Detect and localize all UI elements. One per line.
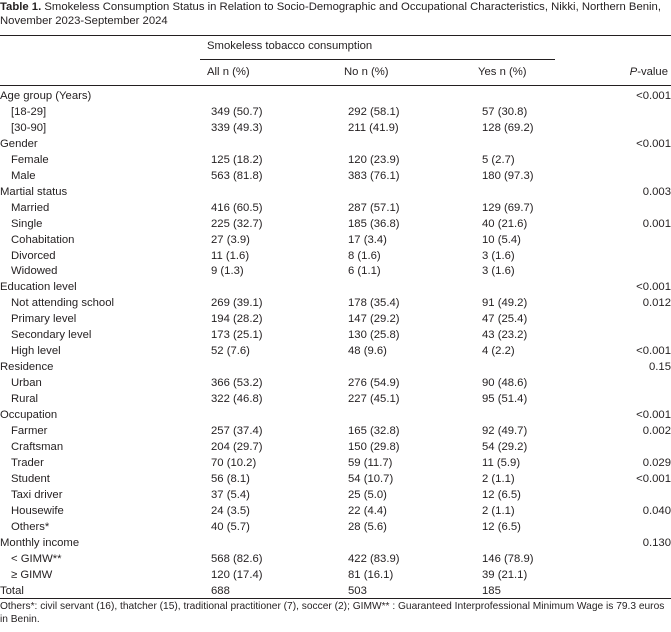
row-label: Trader: [11, 456, 44, 469]
cell-no: 8 (1.6): [348, 249, 381, 262]
cell-all: 568 (82.6): [211, 552, 263, 565]
table-row-subcategory: [0, 424, 671, 440]
cell-all: [211, 89, 348, 105]
row-label: [30-90]: [11, 121, 47, 134]
cell-yes: 5 (2.7): [482, 153, 515, 166]
cell-all: 257 (37.4): [211, 425, 263, 438]
cell-pvalue: [570, 568, 671, 584]
table-caption-label: Table 1.: [0, 1, 42, 13]
col-header-no: No n (%): [344, 66, 389, 78]
cell-pvalue: [570, 201, 671, 217]
cell-yes: [482, 137, 570, 153]
table-row-category: [0, 408, 671, 424]
cell-all: 120 (17.4): [211, 568, 263, 581]
cell-pvalue: [570, 520, 671, 536]
cell-no: 147 (29.2): [348, 313, 400, 326]
cell-yes: [482, 280, 570, 296]
cell-pvalue: [570, 440, 671, 456]
cell-all: [211, 280, 348, 296]
cell-pvalue: [570, 169, 671, 185]
cell-yes: 2 (1.1): [482, 504, 515, 517]
table-row-category: [0, 185, 671, 201]
row-label: Primary level: [11, 313, 77, 326]
cell-yes: 11 (5.9): [482, 456, 521, 469]
cell-yes: 12 (6.5): [482, 520, 521, 533]
cell-all: 204 (29.7): [211, 440, 263, 453]
row-label: Urban: [11, 377, 42, 390]
table-row-category: [0, 89, 671, 105]
cell-all: 194 (28.2): [211, 313, 263, 326]
table-row-subcategory: [0, 472, 671, 488]
row-label: Residence: [0, 361, 54, 374]
table-footnote: Others*: civil servant (16), thatcher (15), traditional practitioner (7), soccer (2); GIMW** : Guaranteed Interprofessional Minimum Wage is 79.3 euros in Benin.: [0, 601, 665, 625]
table-row-category: [0, 536, 671, 552]
cell-pvalue: 0.012: [642, 297, 671, 310]
row-label: High level: [11, 345, 61, 358]
table-row-category: [0, 280, 671, 296]
cell-pvalue: <0.001: [636, 472, 671, 485]
cell-no: [348, 185, 482, 201]
cell-pvalue: <0.001: [636, 281, 671, 294]
cell-no: 165 (32.8): [348, 425, 400, 438]
cell-all: 37 (5.4): [211, 488, 250, 501]
cell-yes: 146 (78.9): [482, 552, 534, 565]
cell-pvalue: [570, 328, 671, 344]
cell-all: [211, 408, 348, 424]
row-label: [18-29]: [11, 105, 47, 118]
cell-pvalue: 0.003: [642, 185, 671, 198]
cell-pvalue: 0.15: [649, 361, 671, 374]
cell-no: 503: [348, 584, 367, 597]
row-label: Martial status: [0, 185, 68, 198]
table-row-subcategory: [0, 296, 671, 312]
group-header: Smokeless tobacco consumption: [207, 40, 373, 52]
table-row-subcategory: [0, 520, 671, 536]
cell-no: [348, 360, 482, 376]
cell-pvalue: 0.029: [642, 456, 671, 469]
col-header-pvalue-suffix: -value: [637, 66, 668, 78]
row-label: Widowed: [11, 265, 58, 278]
cell-yes: [482, 185, 570, 201]
cell-pvalue: [570, 121, 671, 137]
cell-pvalue: [570, 233, 671, 249]
cell-no: 276 (54.9): [348, 377, 400, 390]
table-row-subcategory: [0, 488, 671, 504]
cell-yes: [482, 360, 570, 376]
cell-yes: 4 (2.2): [482, 345, 515, 358]
cell-pvalue: <0.001: [636, 137, 671, 150]
row-label: Female: [11, 153, 49, 166]
table-row-subcategory: [0, 121, 671, 137]
cell-no: 54 (10.7): [348, 472, 394, 485]
table-caption: [0, 0, 668, 28]
table-row-category: [0, 360, 671, 376]
cell-pvalue: [570, 249, 671, 265]
cell-pvalue: 0.040: [642, 504, 671, 517]
row-label: Not attending school: [11, 297, 114, 310]
cell-no: 178 (35.4): [348, 297, 400, 310]
row-label: Divorced: [11, 249, 56, 262]
cell-pvalue: 0.130: [642, 536, 671, 549]
cell-yes: 3 (1.6): [482, 249, 515, 262]
cell-no: 185 (36.8): [348, 217, 400, 230]
cell-no: 81 (16.1): [348, 568, 394, 581]
table-row-subcategory: [0, 264, 671, 280]
table-row-subcategory: [0, 328, 671, 344]
cell-pvalue: 0.002: [642, 425, 671, 438]
row-label: Housewife: [11, 504, 64, 517]
cell-no: 383 (76.1): [348, 169, 400, 182]
cell-no: 422 (83.9): [348, 552, 400, 565]
col-header-pvalue: [630, 66, 668, 78]
table-row-subcategory: [0, 249, 671, 265]
cell-pvalue: <0.001: [636, 90, 671, 102]
cell-all: 125 (18.2): [211, 153, 263, 166]
row-label: Secondary level: [11, 329, 92, 342]
cell-no: [348, 137, 482, 153]
row-label: Single: [11, 217, 43, 230]
row-label: Rural: [11, 393, 38, 406]
col-header-all: All n (%): [207, 66, 250, 78]
cell-pvalue: [570, 392, 671, 408]
cell-pvalue: [570, 488, 671, 504]
cell-all: 70 (10.2): [211, 456, 257, 469]
cell-no: 292 (58.1): [348, 105, 400, 118]
bottom-rule: [0, 598, 671, 599]
cell-no: 130 (25.8): [348, 329, 400, 342]
row-label: ≥ GIMW: [11, 568, 53, 581]
row-label: < GIMW**: [11, 552, 62, 565]
cell-yes: 90 (48.6): [482, 377, 528, 390]
cell-all: 173 (25.1): [211, 329, 263, 342]
cell-no: 227 (45.1): [348, 393, 400, 406]
cell-all: 322 (46.8): [211, 393, 263, 406]
table-row-subcategory: [0, 504, 671, 520]
row-label: Gender: [0, 137, 38, 150]
col-header-pvalue-p: P: [629, 66, 638, 78]
row-label: Taxi driver: [11, 488, 63, 501]
cell-pvalue: [570, 264, 671, 280]
cell-yes: 129 (69.7): [482, 201, 534, 214]
table-row-subcategory: [0, 344, 671, 360]
row-label: Education level: [0, 281, 77, 294]
table-row-category: [0, 137, 671, 153]
table-row-subcategory: [0, 312, 671, 328]
cell-pvalue: [570, 153, 671, 169]
cell-yes: 12 (6.5): [482, 488, 521, 501]
cell-all: 366 (53.2): [211, 377, 263, 390]
row-label: Others*: [11, 520, 50, 533]
cell-yes: [482, 408, 570, 424]
cell-all: 52 (7.6): [211, 345, 250, 358]
cell-yes: 47 (25.4): [482, 313, 528, 326]
cell-pvalue: [570, 105, 671, 121]
table-row-subcategory: [0, 392, 671, 408]
cell-no: 6 (1.1): [348, 265, 381, 278]
cell-no: 48 (9.6): [348, 345, 387, 358]
cell-all: 24 (3.5): [211, 504, 250, 517]
table-row-subcategory: [0, 153, 671, 169]
cell-yes: 39 (21.1): [482, 568, 528, 581]
table-row-subcategory: [0, 440, 671, 456]
cell-no: [348, 536, 482, 552]
cell-all: [211, 536, 348, 552]
table-row-subcategory: [0, 217, 671, 233]
cell-pvalue: 0.001: [642, 217, 671, 230]
cell-yes: 185: [482, 584, 501, 597]
cell-yes: [482, 536, 570, 552]
cell-no: 120 (23.9): [348, 153, 400, 166]
cell-yes: 180 (97.3): [482, 169, 534, 182]
row-label: Cohabitation: [11, 233, 75, 246]
row-label: Male: [11, 169, 36, 182]
cell-yes: 95 (51.4): [482, 393, 528, 406]
data-table-body: [0, 89, 671, 600]
row-label: Craftsman: [11, 440, 64, 453]
table-row-subcategory: [0, 552, 671, 568]
cell-all: 40 (5.7): [211, 520, 250, 533]
row-label: Age group (Years): [0, 90, 92, 102]
cell-all: [211, 360, 348, 376]
cell-all: 11 (1.6): [211, 249, 250, 262]
row-label: Student: [11, 472, 50, 485]
row-label: Farmer: [11, 425, 48, 438]
cell-yes: 91 (49.2): [482, 297, 528, 310]
cell-yes: 54 (29.2): [482, 440, 528, 453]
cell-yes: 92 (49.7): [482, 425, 528, 438]
cell-all: 9 (1.3): [211, 265, 244, 278]
table-row-subcategory: [0, 568, 671, 584]
row-label: Monthly income: [0, 536, 80, 549]
cell-no: 287 (57.1): [348, 201, 400, 214]
row-label: Occupation: [0, 409, 58, 422]
table-row-subcategory: [0, 376, 671, 392]
cell-yes: 43 (23.2): [482, 329, 528, 342]
cell-all: 688: [211, 584, 230, 597]
group-header-rule: [200, 59, 555, 60]
table-row-subcategory: [0, 233, 671, 249]
cell-no: [348, 280, 482, 296]
data-table: [0, 89, 671, 600]
top-rule: [0, 35, 671, 36]
cell-no: 17 (3.4): [348, 233, 387, 246]
row-label: Married: [11, 201, 50, 214]
cell-all: 563 (81.8): [211, 169, 263, 182]
cell-yes: 128 (69.2): [482, 121, 534, 134]
cell-no: 211 (41.9): [348, 121, 399, 134]
cell-no: 59 (11.7): [348, 456, 393, 469]
row-label: Total: [0, 584, 24, 597]
cell-pvalue: [570, 376, 671, 392]
cell-no: 25 (5.0): [348, 488, 387, 501]
table-row-subcategory: [0, 456, 671, 472]
col-header-yes: Yes n (%): [478, 66, 527, 78]
cell-yes: [482, 89, 570, 105]
table-row-subcategory: [0, 105, 671, 121]
cell-yes: 40 (21.6): [482, 217, 528, 230]
cell-no: 28 (5.6): [348, 520, 387, 533]
cell-yes: 2 (1.1): [482, 472, 515, 485]
cell-no: [348, 89, 482, 105]
table-row-subcategory: [0, 201, 671, 217]
cell-all: [211, 137, 348, 153]
header-rule: [0, 85, 671, 86]
cell-all: 349 (50.7): [211, 105, 263, 118]
cell-no: 150 (29.8): [348, 440, 400, 453]
cell-all: 416 (60.5): [211, 201, 263, 214]
cell-pvalue: [570, 552, 671, 568]
cell-all: 225 (32.7): [211, 217, 263, 230]
cell-yes: 3 (1.6): [482, 265, 515, 278]
cell-pvalue: <0.001: [636, 345, 671, 358]
cell-pvalue: [570, 312, 671, 328]
cell-yes: 57 (30.8): [482, 105, 528, 118]
cell-all: 27 (3.9): [211, 233, 250, 246]
table-caption-text: Smokeless Consumption Status in Relation to Socio-Demographic and Occupational Characteristics, Nikki, Northern Benin, November 2023-September 2024: [0, 1, 661, 27]
cell-yes: 10 (5.4): [482, 233, 521, 246]
cell-no: [348, 408, 482, 424]
cell-pvalue: <0.001: [636, 409, 671, 422]
table-row-subcategory: [0, 169, 671, 185]
cell-all: 56 (8.1): [211, 472, 250, 485]
cell-all: [211, 185, 348, 201]
cell-all: 339 (49.3): [211, 121, 263, 134]
cell-all: 269 (39.1): [211, 297, 263, 310]
cell-no: 22 (4.4): [348, 504, 387, 517]
